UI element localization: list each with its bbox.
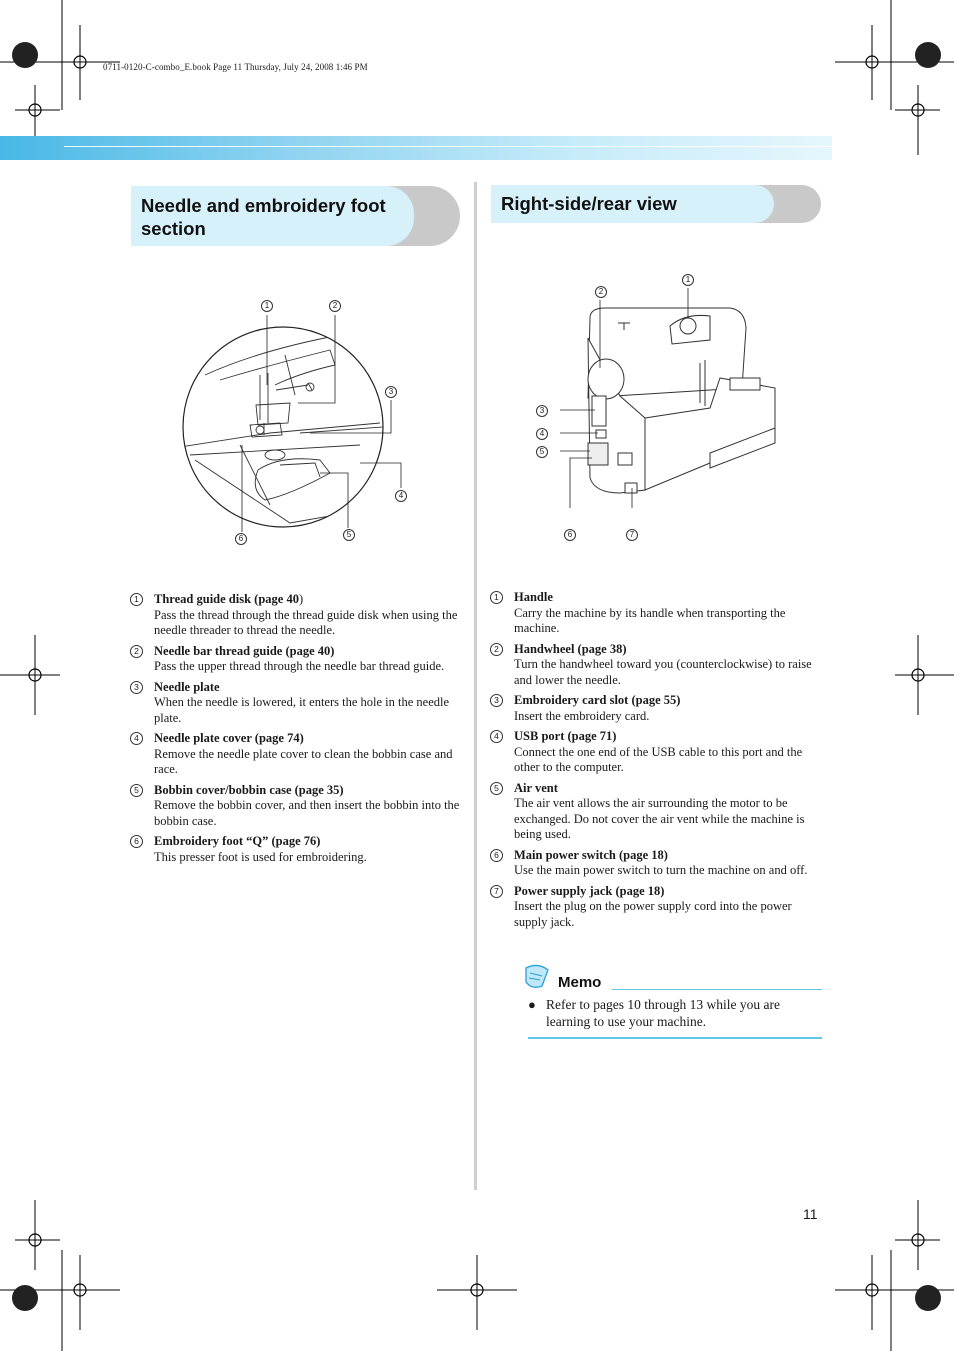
legend-item bbox=[490, 642, 824, 689]
legend-item bbox=[490, 590, 824, 637]
left-callout-5: 5 bbox=[343, 529, 355, 541]
right-callout-5: 5 bbox=[536, 446, 548, 458]
item-heading: Thread guide disk (page 40 bbox=[154, 592, 299, 606]
legend-item bbox=[130, 834, 462, 865]
item-description: Insert the embroidery card. bbox=[514, 708, 650, 723]
item-number: 1 bbox=[490, 591, 503, 604]
right-legend bbox=[490, 590, 824, 935]
left-callout-2: 2 bbox=[329, 300, 341, 312]
page-number: 11 bbox=[803, 1206, 818, 1222]
left-callout-3: 3 bbox=[385, 386, 397, 398]
right-callout-1: 1 bbox=[682, 274, 694, 286]
legend-item bbox=[130, 731, 462, 778]
header-band bbox=[0, 136, 832, 160]
bullet-icon: ● bbox=[528, 997, 536, 1012]
right-callout-6: 6 bbox=[564, 529, 576, 541]
legend-item bbox=[130, 592, 462, 639]
item-number: 5 bbox=[490, 782, 503, 795]
right-callout-2: 2 bbox=[595, 286, 607, 298]
legend-item bbox=[490, 781, 824, 843]
item-number: 2 bbox=[490, 643, 503, 656]
memo-title-rule bbox=[612, 989, 822, 990]
memo-icon bbox=[522, 964, 552, 992]
legend-item bbox=[490, 729, 824, 776]
item-number: 1 bbox=[130, 593, 143, 606]
item-description: Turn the handwheel toward you (counterclockwise) to raise and lower the needle. bbox=[514, 657, 812, 687]
right-callout-3: 3 bbox=[536, 405, 548, 417]
right-callout-4: 4 bbox=[536, 428, 548, 440]
item-number: 2 bbox=[130, 645, 143, 658]
item-description: Insert the plug on the power supply cord into the power supply jack. bbox=[514, 899, 792, 929]
item-heading: Handwheel (page 38) bbox=[514, 641, 627, 656]
item-number: 5 bbox=[130, 784, 143, 797]
left-legend bbox=[130, 592, 462, 870]
legend-item bbox=[130, 644, 462, 675]
legend-item bbox=[130, 783, 462, 830]
item-heading: Power supply jack (page 18) bbox=[514, 883, 665, 898]
legend-item bbox=[490, 884, 824, 931]
item-number: 4 bbox=[490, 730, 503, 743]
memo-bullet-text: Refer to pages 10 through 13 while you are learning to use your machine. bbox=[546, 997, 780, 1029]
item-heading-tail: ) bbox=[298, 592, 304, 606]
item-number: 3 bbox=[490, 694, 503, 707]
item-description: Connect the one end of the USB cable to this port and the other to the computer. bbox=[514, 744, 803, 774]
machine-rear-illustration bbox=[560, 278, 790, 508]
item-heading: Bobbin cover/bobbin case (page 35) bbox=[154, 782, 344, 797]
item-description: This presser foot is used for embroidering. bbox=[154, 849, 367, 864]
right-section-title: Right-side/rear view bbox=[501, 193, 677, 214]
left-callout-6: 6 bbox=[235, 533, 247, 545]
left-section-title: Needle and embroidery foot section bbox=[141, 195, 386, 239]
item-heading: Embroidery card slot (page 55) bbox=[514, 693, 681, 707]
item-heading: USB port (page 71) bbox=[514, 729, 617, 743]
print-header: 0711-0120-C-combo_E.book Page 11 Thursday, July 24, 2008 1:46 PM bbox=[103, 62, 368, 72]
item-description: The air vent allows the air surrounding the motor to be exchanged. Do not cover the air vent while the machine is being used. bbox=[514, 796, 805, 841]
item-description: Pass the upper thread through the needle bar thread guide. bbox=[154, 659, 445, 673]
item-heading: Main power switch (page 18) bbox=[514, 847, 668, 862]
item-description: Remove the bobbin cover, and then insert the bobbin into the bobbin case. bbox=[154, 798, 460, 828]
item-description: When the needle is lowered, it enters the hole in the needle plate. bbox=[154, 695, 450, 725]
legend-item bbox=[490, 693, 824, 724]
item-number: 6 bbox=[130, 835, 143, 848]
column-divider bbox=[474, 182, 477, 1190]
item-heading: Embroidery foot “Q” (page 76) bbox=[154, 834, 321, 848]
legend-item bbox=[490, 848, 824, 879]
item-number: 4 bbox=[130, 732, 143, 745]
item-description: Use the main power switch to turn the machine on and off. bbox=[514, 863, 808, 877]
item-number: 3 bbox=[130, 681, 143, 694]
memo-box bbox=[522, 962, 822, 1042]
item-number: 6 bbox=[490, 849, 503, 862]
item-description: Pass the thread through the thread guide disk when using the needle threader to thread the needle. bbox=[154, 607, 458, 637]
item-heading: Air vent bbox=[514, 780, 558, 795]
item-description: Remove the needle plate cover to clean the bobbin case and race. bbox=[154, 746, 453, 776]
left-callout-4: 4 bbox=[395, 490, 407, 502]
needle-area-illustration bbox=[180, 295, 420, 550]
memo-title: Memo bbox=[558, 974, 602, 991]
legend-item bbox=[130, 680, 462, 727]
memo-bottom-rule bbox=[528, 1037, 822, 1039]
item-heading: Handle bbox=[514, 590, 553, 604]
right-callout-7: 7 bbox=[626, 529, 638, 541]
item-heading: Needle plate cover (page 74) bbox=[154, 731, 304, 745]
item-heading: Needle plate bbox=[154, 679, 220, 694]
item-number: 7 bbox=[490, 885, 503, 898]
right-title-box bbox=[491, 185, 774, 223]
item-description: Carry the machine by its handle when transporting the machine. bbox=[514, 605, 786, 635]
memo-bullet bbox=[528, 996, 820, 1030]
item-heading: Needle bar thread guide (page 40) bbox=[154, 643, 335, 658]
left-title-box bbox=[131, 186, 414, 246]
left-callout-1: 1 bbox=[261, 300, 273, 312]
